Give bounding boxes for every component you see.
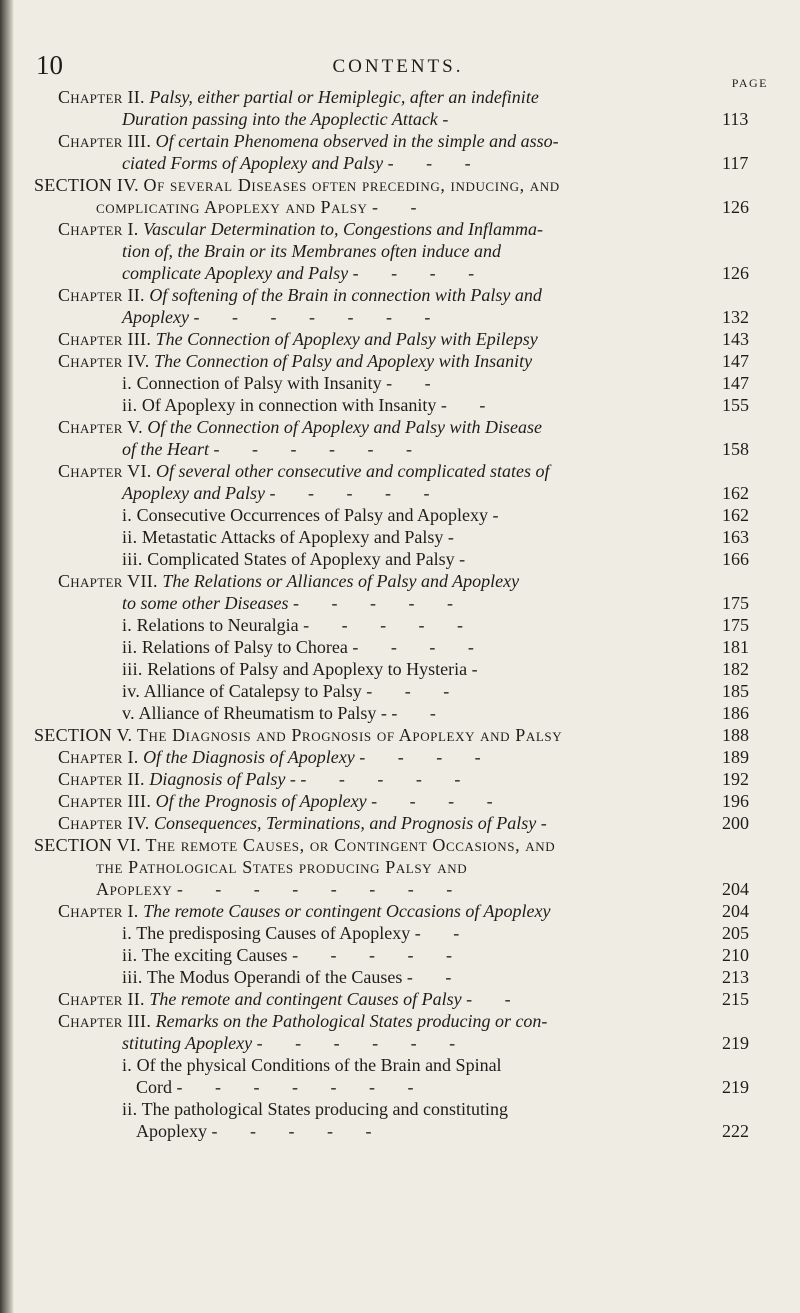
toc-entry-continuation — [58, 482, 720, 504]
toc-entry-text — [122, 614, 720, 636]
toc-continuation-text: Apoplexy — [122, 307, 189, 327]
toc-entry-text — [58, 812, 720, 834]
toc-entry-title: Of the Prognosis of Apoplexy — [155, 791, 367, 811]
toc-leader: - - - — [387, 153, 485, 173]
toc-page-number: 166 — [722, 549, 749, 569]
toc-entry-text — [58, 900, 720, 922]
toc-entry — [58, 812, 770, 834]
toc-entry — [58, 416, 770, 460]
toc-entry-text — [58, 988, 720, 1010]
toc-entry-text — [58, 350, 720, 372]
toc-leader: - - - - - - - — [193, 307, 445, 327]
toc-leader: - - - - - - — [213, 439, 426, 459]
toc-entry-text — [58, 130, 720, 152]
toc-leader: - - — [386, 373, 445, 393]
toc-entry-label: Chapter III. — [58, 1011, 152, 1031]
toc-continuation-text: Apoplexy and Palsy — [122, 483, 265, 503]
toc-entry — [122, 944, 770, 966]
toc-page-number: 219 — [722, 1033, 749, 1053]
toc-continuation-text: Apoplexy — [136, 1121, 207, 1141]
toc-leader: - - — [466, 989, 525, 1009]
toc-entry — [58, 900, 770, 922]
toc-page-number: 126 — [722, 263, 749, 283]
toc-entry-label: iii. — [122, 549, 143, 569]
toc-entry — [122, 966, 770, 988]
toc-entry-label: SECTION V. — [34, 725, 133, 745]
toc-entry-title: Alliance of Rheumatism to Palsy - — [138, 703, 387, 723]
toc-entry-title: Diagnosis of Palsy - — [149, 769, 296, 789]
toc-leader: - - - - — [371, 791, 507, 811]
toc-entry-title: Remarks on the Pathological States producing or con- — [155, 1011, 548, 1031]
toc-leader: - - — [406, 967, 466, 987]
toc-page-number: 175 — [722, 615, 749, 635]
toc-entry-continuation — [58, 108, 720, 130]
toc-entry — [58, 86, 770, 130]
toc-entry-text — [122, 372, 720, 394]
toc-entry-label: Chapter I. — [58, 901, 139, 921]
toc-page-number: 181 — [722, 637, 749, 657]
toc-entry-text — [34, 174, 720, 196]
toc-entry-label: iii. — [122, 967, 143, 987]
toc-page-number: 147 — [722, 373, 749, 393]
toc-entry-title: Complicated States of Apoplexy and Palsy — [147, 549, 455, 569]
toc-page-number: 162 — [722, 505, 749, 525]
page-header — [36, 50, 760, 84]
table-of-contents — [34, 86, 770, 1142]
toc-entry-label: ii. — [122, 1099, 138, 1119]
toc-page-number: 117 — [722, 153, 749, 173]
toc-leader: - - - - - — [292, 945, 467, 965]
toc-entry-text — [122, 966, 720, 988]
toc-entry — [58, 790, 770, 812]
toc-page-number: 143 — [722, 329, 749, 349]
toc-entry-continuation — [58, 592, 720, 614]
toc-entry-title: The Relations or Alliances of Palsy and Apoplexy — [162, 571, 520, 591]
toc-entry-label: SECTION VI. — [34, 835, 141, 855]
toc-leader: - - — [372, 197, 431, 217]
toc-page-number: 188 — [722, 725, 749, 745]
toc-entry-label: i. — [122, 923, 133, 943]
toc-entry-text — [122, 680, 720, 702]
toc-entry-label: i. — [122, 615, 133, 635]
toc-entry-title: Of certain Phenomena observed in the simple and asso- — [155, 131, 559, 151]
toc-entry-text — [58, 570, 720, 592]
toc-page-number: 210 — [722, 945, 749, 965]
toc-entry — [58, 1010, 770, 1054]
toc-entry-label: ii. — [122, 945, 138, 965]
toc-entry-text — [122, 702, 720, 724]
toc-continuation-text: Apoplexy — [96, 879, 173, 899]
toc-entry-continuation — [122, 1120, 720, 1142]
toc-entry — [34, 724, 770, 746]
toc-leader: - - - - - - - - — [176, 879, 467, 899]
toc-entry — [58, 218, 770, 284]
toc-entry-text — [58, 460, 720, 482]
toc-entry-title: The pathological States producing and constituting — [141, 1099, 509, 1119]
toc-entry-text — [58, 328, 720, 350]
toc-continuation-text: Cord — [136, 1077, 172, 1097]
toc-entry-text — [58, 86, 720, 108]
toc-entry-continuation — [58, 152, 720, 174]
toc-entry-continuation — [58, 438, 720, 460]
toc-entry — [122, 394, 770, 416]
toc-page-number: 204 — [722, 901, 749, 921]
toc-page-number: 219 — [722, 1077, 749, 1097]
toc-entry-label: Chapter I. — [58, 747, 139, 767]
toc-entry-title: The remote Causes, or Contingent Occasions, and — [145, 835, 556, 855]
toc-entry — [58, 746, 770, 768]
toc-continuation-text: Duration passing into the Apoplectic Attack — [122, 109, 438, 129]
toc-page-number: 126 — [722, 197, 749, 217]
toc-entry — [58, 350, 770, 372]
toc-entry — [122, 1054, 770, 1098]
toc-page-number: 175 — [722, 593, 749, 613]
toc-entry-continuation — [34, 196, 720, 218]
toc-page-number: 222 — [722, 1121, 749, 1141]
toc-entry-continuation — [34, 856, 720, 878]
toc-leader: - - - - — [359, 747, 495, 767]
toc-entry — [122, 614, 770, 636]
toc-leader: - - - — [366, 681, 464, 701]
toc-entry-text — [122, 922, 720, 944]
toc-continuation-text: of the Heart — [122, 439, 209, 459]
toc-entry-title: The Connection of Palsy and Apoplexy with Insanity — [154, 351, 533, 371]
toc-entry-label: SECTION IV. — [34, 175, 139, 195]
toc-entry-text — [58, 746, 720, 768]
toc-entry — [34, 834, 770, 900]
toc-entry — [58, 988, 770, 1010]
toc-entry-label: Chapter I. — [58, 219, 139, 239]
toc-entry-title: The Connection of Apoplexy and Palsy with Epilepsy — [155, 329, 538, 349]
toc-entry — [122, 922, 770, 944]
toc-page-number: 186 — [722, 703, 749, 723]
toc-entry-text — [34, 834, 720, 856]
toc-entry-label: iv. — [122, 681, 141, 701]
toc-entry — [58, 768, 770, 790]
toc-entry-label: iii. — [122, 659, 143, 679]
toc-page-number: 189 — [722, 747, 749, 767]
toc-entry-title: Of softening of the Brain in connection with Palsy and — [149, 285, 542, 305]
toc-entry-text — [58, 284, 720, 306]
toc-entry-title: Consecutive Occurrences of Palsy and Apoplexy — [136, 505, 489, 525]
toc-entry-continuation — [34, 878, 720, 900]
toc-page-number: 182 — [722, 659, 749, 679]
toc-page-number: 185 — [722, 681, 749, 701]
toc-continuation-text: to some other Diseases — [122, 593, 289, 613]
toc-page-number: 113 — [722, 109, 749, 129]
toc-page-number: 163 — [722, 527, 749, 547]
toc-page-number: 213 — [722, 967, 749, 987]
toc-entry — [122, 680, 770, 702]
toc-leader: - — [442, 109, 463, 129]
toc-entry-label: i. — [122, 1055, 133, 1075]
toc-entry-title: Metastatic Attacks of Apoplexy and Palsy — [141, 527, 444, 547]
toc-entry-label: Chapter II. — [58, 989, 145, 1009]
toc-entry-title: Of Apoplexy in connection with Insanity — [141, 395, 437, 415]
toc-continuation-text: complicating Apoplexy and Palsy — [96, 197, 368, 217]
toc-entry — [122, 636, 770, 658]
toc-entry-title: Consequences, Terminations, and Prognosis of Palsy - — [154, 813, 547, 833]
toc-leader: - - - - - — [292, 593, 467, 613]
toc-entry-title: The Diagnosis and Prognosis of Apoplexy and Palsy — [136, 725, 563, 745]
toc-entry-label: i. — [122, 373, 133, 393]
toc-entry-title: Relations to Neuralgia — [136, 615, 299, 635]
toc-continuation-text: the Pathological States producing Palsy and — [96, 857, 468, 877]
toc-leader: - - - - - - — [256, 1033, 470, 1053]
toc-page-number: 200 — [722, 813, 749, 833]
toc-entry-continuation — [58, 1032, 720, 1054]
toc-entry — [122, 658, 770, 680]
toc-leader: - — [492, 505, 513, 525]
toc-entry — [122, 548, 770, 570]
toc-entry-text — [34, 724, 720, 746]
toc-entry-label: Chapter II. — [58, 87, 145, 107]
toc-entry — [58, 460, 770, 504]
toc-entry-title: The exciting Causes — [141, 945, 288, 965]
toc-entry-label: Chapter III. — [58, 791, 152, 811]
toc-leader: - - - - - — [300, 769, 475, 789]
toc-page-number: 192 — [722, 769, 749, 789]
toc-entry-label: Chapter VI. — [58, 461, 152, 481]
toc-entry-continuation — [58, 262, 720, 284]
toc-leader: - - - - - — [211, 1121, 386, 1141]
toc-entry-text — [122, 504, 720, 526]
toc-entry-title: Of several other consecutive and complicated states of — [156, 461, 550, 481]
toc-entry — [122, 504, 770, 526]
toc-continuation-text: stituting Apoplexy — [122, 1033, 253, 1053]
toc-entry-title: Of the physical Conditions of the Brain and Spinal — [136, 1055, 502, 1075]
toc-entry — [122, 372, 770, 394]
toc-entry-title: The predisposing Causes of Apoplexy — [136, 923, 411, 943]
toc-entry-title: Palsy, either partial or Hemiplegic, after an indefinite — [149, 87, 539, 107]
toc-entry-label: ii. — [122, 395, 138, 415]
toc-leader: - — [471, 659, 492, 679]
toc-entry-text — [122, 526, 720, 548]
toc-entry-text — [122, 944, 720, 966]
toc-page-number: 147 — [722, 351, 749, 371]
toc-leader: - - - - - - - — [176, 1077, 428, 1097]
toc-entry-title: Relations of Palsy and Apoplexy to Hysteria — [147, 659, 468, 679]
toc-page-number: 204 — [722, 879, 749, 899]
toc-continuation-text: tion of, the Brain or its Membranes often induce and — [122, 241, 501, 261]
toc-entry-text — [122, 1098, 720, 1120]
toc-entry — [58, 328, 770, 350]
toc-entry-text — [58, 790, 720, 812]
toc-entry-label: Chapter IV. — [58, 813, 150, 833]
toc-entry-label: Chapter III. — [58, 329, 152, 349]
toc-leader: - - — [414, 923, 474, 943]
toc-entry-title: Of the Connection of Apoplexy and Palsy with Disease — [147, 417, 543, 437]
toc-entry-label: Chapter II. — [58, 769, 145, 789]
toc-entry — [58, 284, 770, 328]
toc-leader: - — [447, 527, 468, 547]
toc-entry-title: Of the Diagnosis of Apoplexy — [143, 747, 355, 767]
toc-entry-text — [122, 658, 720, 680]
toc-continuation-text: complicate Apoplexy and Palsy — [122, 263, 349, 283]
toc-entry-title: Alliance of Catalepsy to Palsy — [143, 681, 362, 701]
toc-entry — [58, 570, 770, 614]
toc-entry-text — [122, 548, 720, 570]
toc-entry-label: Chapter IV. — [58, 351, 150, 371]
toc-entry — [122, 526, 770, 548]
toc-entry-text — [122, 394, 720, 416]
toc-entry-text — [58, 1010, 720, 1032]
toc-entry-title: Of several Diseases often preceding, inducing, and — [143, 175, 560, 195]
toc-leader: - - — [440, 395, 500, 415]
toc-leader: - - - - - — [269, 483, 444, 503]
toc-leader: - - - - - — [303, 615, 478, 635]
toc-leader: - - - - — [352, 637, 488, 657]
toc-page-number: 158 — [722, 439, 749, 459]
toc-entry-title: Vascular Determination to, Congestions and Inflamma- — [143, 219, 544, 239]
toc-leader: - — [459, 549, 480, 569]
toc-entry-label: Chapter III. — [58, 131, 152, 151]
toc-entry-title: Relations of Palsy to Chorea — [141, 637, 348, 657]
toc-page-number: 215 — [722, 989, 749, 1009]
toc-leader: - - - - — [352, 263, 489, 283]
toc-page-number: 205 — [722, 923, 749, 943]
toc-page-number: 162 — [722, 483, 749, 503]
toc-entry — [122, 1098, 770, 1142]
toc-entry-label: i. — [122, 505, 133, 525]
toc-entry-text — [58, 218, 720, 240]
toc-entry-label: Chapter II. — [58, 285, 145, 305]
toc-entry-title: The remote and contingent Causes of Palsy — [149, 989, 462, 1009]
toc-entry-text — [122, 636, 720, 658]
running-head: CONTENTS. — [332, 56, 464, 77]
page-number: 10 — [36, 50, 63, 80]
toc-entry-text — [122, 1054, 720, 1076]
toc-entry-label: ii. — [122, 527, 138, 547]
toc-entry-label: v. — [122, 703, 135, 723]
toc-page-number: 155 — [722, 395, 749, 415]
page-column-label: PAGE — [731, 76, 768, 90]
toc-entry-text — [58, 416, 720, 438]
toc-entry-title: The Modus Operandi of the Causes — [146, 967, 403, 987]
toc-entry-label: ii. — [122, 637, 138, 657]
toc-entry-label: Chapter V. — [58, 417, 143, 437]
toc-leader: - - — [391, 703, 450, 723]
book-gutter-shadow — [0, 0, 14, 1313]
toc-entry-continuation — [122, 1076, 720, 1098]
toc-entry — [58, 130, 770, 174]
toc-entry-label: Chapter VII. — [58, 571, 158, 591]
toc-entry-text — [58, 768, 720, 790]
toc-entry-title: Connection of Palsy with Insanity — [136, 373, 382, 393]
toc-continuation-text: ciated Forms of Apoplexy and Palsy — [122, 153, 384, 173]
toc-entry-continuation — [58, 240, 720, 262]
toc-page-number: 132 — [722, 307, 749, 327]
toc-entry — [122, 702, 770, 724]
toc-entry-title: The remote Causes or contingent Occasions of Apoplexy — [143, 901, 551, 921]
toc-entry — [34, 174, 770, 218]
toc-page-number: 196 — [722, 791, 749, 811]
toc-entry-continuation — [58, 306, 720, 328]
